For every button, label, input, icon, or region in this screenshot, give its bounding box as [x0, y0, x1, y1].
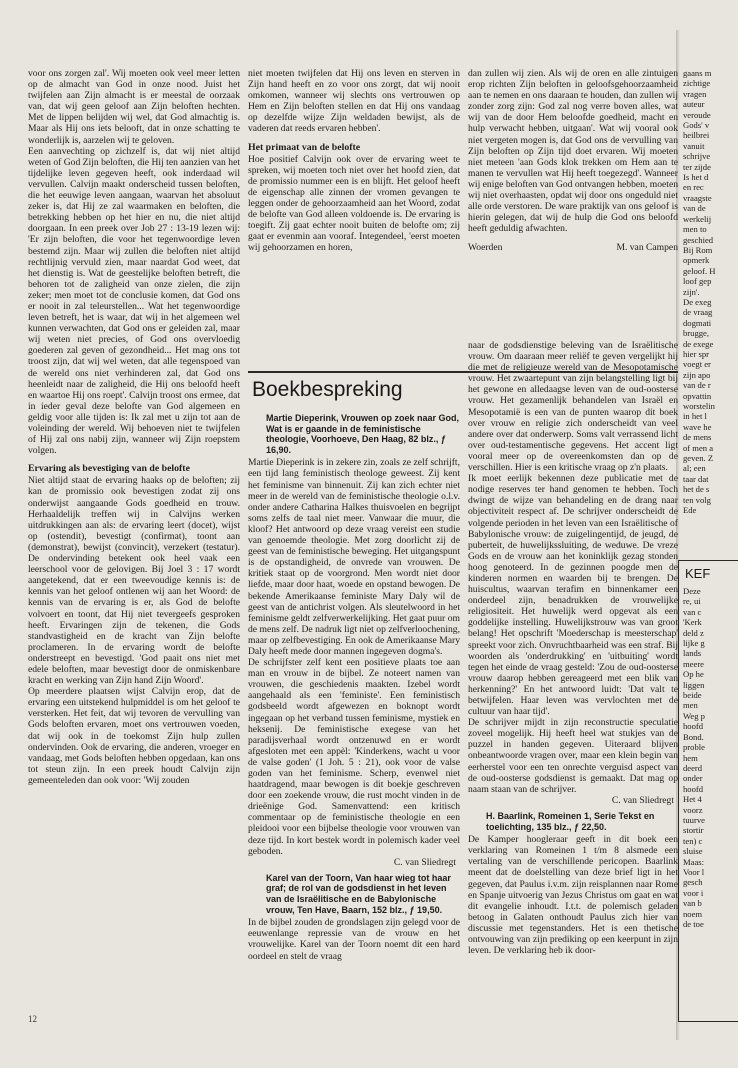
review-1-text-2: De schrijfster zelf kent een positieve plaats toe aan man en vrouw in de bijbel. Ze noteert namen van vrouwen, die geschiedenis maakten. Izebel wordt aangehaald als een 'feministe'. Een feministisch godsbeeld wordt afgewezen en boknopt wordt ingegaan op het verband tussen feminisme, mystiek en heksenij. De feministische exegese van het paradijsverhaal wordt ontzenuwd en er wordt afgesloten met een appèl: 'Kinderkens, wacht u voor de valse goden' (1 Joh. 5 : 21), ook voor de valse goden van het feminisme. Scherp, evenwel niet haatdragend, maar bewogen is dit boekje geschreven door een zoekende vrouw, die rust mocht vinden in de drieënige God. Samenvattend: een kritisch commentaar op de feministische theologie en een pleidooi voor een bijbelse theologie voor vrouwen van deze tijd. In kort bestek wordt in polemisch kader veel geboden.	[248, 657, 460, 857]
kerk-box-line: Deze	[683, 586, 701, 596]
kerk-box-line: ten) c	[683, 835, 703, 846]
col3-paragraph-1: dan zullen wij zien. Als wij de oren en alle zintuigen erop richten Zijn beloften in geloofsgehoorzaamheid aan te nemen en ons daaraan te houden, dan zullen wij zonder zorg zijn: God zal nog verre boven alles, wat wij van de door Hem beloofde goedheid, macht en hulp verwacht hebben, uitgaan'. Wat wij vooral ook niet vergeten mogen is, dat God ons de vervulling van Zijn beloften op Zijn tijd doet ervaren. Wij moeten niet meteen 'aan Gods klok trekken om Hem aan te manen te vervullen wat Hij heeft toegezegd'. Wanneer wij enige beloften van God ontvangen hebben, moeten wij niet overhaasten, opdat wij door ons ongeduld niet alle orde verstoren. De ware praktijk van ons geloof is hierin gelegen, dat wij de hulp die God ons beloofd heeft geduldig afwachten.	[468, 68, 678, 235]
clipped-line: geschied	[683, 234, 714, 245]
section-title: Boekbespreking	[252, 378, 403, 401]
clipped-line: zijn'.	[683, 286, 700, 297]
col1-paragraph-1: voor ons zorgen zal'. Wij moeten ook veel meer letten op de almacht van God in onze nood. Juist het twijfelen aan Zijn almacht is er meestal de oorzaak van, dat wij geen geloof aan Zijn beloften hechten. Met de lippen belijden wij wel, dat God almachtig is. Maar als Hij ons iets belooft, dat in onze schatting te wonderlijk is, aarzelen wij te geloven.	[28, 68, 240, 146]
kerk-box-line: deld z	[683, 627, 704, 638]
clipped-line: vanuit	[683, 140, 705, 151]
column-3-top	[468, 68, 678, 334]
kerk-box-title: KEF	[685, 566, 711, 581]
kerk-box-line: men	[683, 700, 698, 711]
review-2-signature: C. van Sliedregt	[611, 794, 674, 806]
clipped-line: loof gep	[683, 276, 712, 287]
clipped-line: van de r	[683, 380, 711, 391]
review-2-continued: naar de godsdienstige beleving van de Israëlitische vrouw. Om daaraan meer reliëf te geven vergelijkt hij die met de religieuze wereld van de Mesopotamische vrouw. Het zwaartepunt van zijn belangstelling ligt bij het gewone en alledaagse leven van de oud-oosterse vrouw. Het gezamenlijk behandelen van Israël en Mesopotamië is een van de punten waarop dit boek over vrouw en religie zich onderscheidt van veel andere over dat onderwerp. Soms valt verrassend licht over oud-testamentische gegevens. Het accent ligt vooral meer op de overeenkomsten dan op de verschillen. Hier is een kritische vraag op z'n plaats.	[468, 340, 678, 474]
clipped-line: opvattin	[683, 390, 712, 401]
column-2-top	[248, 68, 460, 368]
kerk-box-line: gesch	[683, 877, 703, 888]
clipped-line: de vraag	[683, 307, 713, 318]
review-3-text: De Kamper hoogleraar geeft in dit boek een verklaring van Romeinen 1 t/m 8 alsmede een vertaling van de verschillende pericopen. Baarlink meent dat de doelstelling van deze brief ligt in het gegeven, dat Paulus i.v.m. zijn reisplannen naar Rome en Spanje uitvoerig van Jezus Christus om gaat en wat dit evangelie inhoudt. I.t.t. de polemisch geladen betoog in Galaten onthoudt Paulus zich hier van discussie met tegenstanders. Het is een thetische ontvouwing van zijn prediking op een keerpunt in zijn leven. De verklaring heb ik door-	[468, 834, 678, 957]
column-4-clipped	[683, 68, 738, 538]
review-3-heading: H. Baarlink, Romeinen 1, Serie Tekst en toelichting, 135 blz., ƒ 22,50.	[486, 810, 655, 832]
kerk-box-line: 'Kerk	[683, 617, 702, 628]
col1-paragraph-3: Niet altijd staat de ervaring haaks op de beloften; zij kan de promissio ook bevestigen zodat zij ons onderwijst aangaande Gods goedheid en trouw. Herhaaldelijk treffen wij in Calvijns werken uitdrukkingen aan als: de ervaring leert (docet), wijst op (ostendit), bevestigt (confirmat), toont aan (demonstrat), bewijst (convincit), verzekert (testatur). De ondervinding betekent ook heel vaak een leerschool voor de gelovigen. Bij Joel 3 : 17 wordt aangetekend, dat er een tweevoudige kennis is: de kennis van het geloof ontlenen wij aan het Woord: de kennis van de ervaring is er, als God de belofte volvoert en toont, dat Hij niet tevergeefs gesproken heeft. Ervaringen zijn de tekenen, die Gods standvastigheid en de kracht van Zijn belofte proclameren. In de ervaring wordt de belofte onderstreept en bevestigd. 'God paait ons niet met edele beloften, maar bevestigt door de onmiskenbare kracht en werking van Zijn hand Zijn Woord'.	[28, 475, 240, 687]
page-number: 12	[28, 1014, 37, 1024]
clipped-line: schrijve	[683, 151, 711, 162]
kerk-box-line: Voor l	[683, 866, 705, 877]
review-2-continued-2: Ik moet eerlijk bekennen deze publicatie met de nodige reserves ter hand genomen te hebben. Toch dwingt de wijze van behandeling en de drang naar objectiviteit respect af. De schrijver onderscheidt de volgende perioden in het leven van een Israëlitische of Babylonische vrouw: de zuigelingentijd, de jeugd, de puberteit, de huwelijkssluiting, de weduwe. De vreze Gods en de vrouw aan het koninklijk gezag stonden hoog genoteerd. In de gezinnen poogde men de kinderen normen en waarden bij te brengen. De huiscultus, waarvan terafim en binnenkamer een onderdeel zijn, benadrukken de vrouwelijke religiositeit. Het huwelijk werd opgevat als een goddelijke instelling. Huwelijkstrouw was van groot belang! Het opschrift 'Moederschap is meesterschap' spreekt voor zich. Onvruchtbaarheid was een straf. Bij woorden als 'onderdrukking' en 'uitbuiting' wordt tegen het einde de vraag gesteld: 'Zou de oud-oosterse vrouw daarop hebben gereageerd met een blik van herkenning?' En het antwoord luidt: 'Dat valt te betwijfelen. Haar leven was vervlochten met de cultuur van haar tijd'.	[468, 473, 678, 718]
kerk-box-line: liggen	[683, 679, 705, 690]
clipped-line: geloof. H	[683, 265, 716, 276]
clipped-line: De exeg	[683, 296, 712, 307]
clipped-line: de exege	[683, 338, 714, 349]
kerk-box-line: stortir	[683, 825, 704, 836]
clipped-line: al; een	[683, 463, 706, 474]
clipped-line: veroude	[683, 109, 711, 120]
clipped-line: geven. Z	[683, 453, 714, 464]
signature-place: Woerden	[468, 242, 503, 254]
clipped-line: wave he	[683, 421, 712, 432]
clipped-line: hier spr	[683, 348, 710, 359]
clipped-line: zijn apo	[683, 369, 711, 380]
review-2-heading: Karel van der Toorn, Van haar wieg tot haar graf; de rol van de godsdienst in het leven van de Israëlitische en de Babylonische vrouw, Ten Have, Baarn, 152 blz., ƒ 19,50.	[266, 872, 451, 915]
kerk-box-line: hem	[683, 752, 698, 763]
clipped-line: vraagste	[683, 192, 712, 203]
col2-paragraph-2: Hoe positief Calvijn ook over de ervaring weet te spreken, wij moeten toch niet over het hoofd zien, dat de promissio nummer een is en blijft. Het geloof heeft de eigenschap alle zinnen der vromen gevangen te leggen onder de gehoorzaamheid aan het Woord, zodat de belofte van God alleen voldoende is. De ervaring is toegift. Zij gaat echter nooit buiten de belofte om; zij gaat er evenmin aan vooraf. Integendeel, 'eerst moeten wij gehoorzamen en horen,	[248, 153, 460, 254]
kerk-box-line: re, ui	[683, 596, 701, 607]
kerk-box-line: proble	[683, 742, 705, 753]
kerk-box-line: meere	[683, 658, 704, 669]
clipped-line: voegt er	[683, 359, 711, 370]
clipped-line: brugge,	[683, 328, 710, 339]
clipped-line: zichtige	[683, 78, 711, 89]
clipped-line: of men a	[683, 442, 714, 453]
col2-paragraph-1: niet moeten twijfelen dat Hij ons leven en sterven in Zijn hand heeft en zo voor ons zorgt, dat wij nooit omkomen, wanneer wij slechts ons vertrouwen op Hem en Zijn beloften stellen en dat Hij ons vandaag op dezelfde wijze Zijn weldaden bewijst, als de vaderen dat reeds ervaren hebben'.	[248, 68, 460, 135]
col1-paragraph-4: Op meerdere plaatsen wijst Calvijn erop, dat de ervaring een uitstekend hulpmiddel is om het geloof te versterken. Het feit, dat wij tevoren de vervulling van Gods beloften ervaren, moet ons vertrouwen voeden, dat wij ook in de toekomst Zijn hulp zullen ondervinden. Ook de ervaring, die anderen, vroeger en vandaag, met Gods beloften hebben opgedaan, kan ons tot steun zijn. In een preek houdt Calvijn zijn gemeenteleden dan ook voor: 'Wij zouden	[28, 686, 240, 786]
kerk-box-line: voorz	[683, 804, 703, 815]
clipped-line: Ede	[683, 505, 697, 516]
clipped-line: en rec	[683, 182, 704, 193]
clipped-line: auteur	[683, 99, 705, 110]
kerk-box-line: de toe	[683, 919, 704, 929]
col1-heading: Ervaring als bevestiging van de belofte	[28, 463, 190, 475]
clipped-line: werkelij	[683, 213, 712, 224]
col2-heading: Het primaat van de belofte	[248, 141, 361, 153]
column-1	[28, 68, 240, 1008]
review-2-text: In de bijbel zouden de grondslagen zijn gelegd voor de eeuwenlange repressie van de vrouw en het vrouwelijke. Karel van der Toorn noemt dit een hard oordeel en stelt de vraag	[248, 917, 460, 962]
kerk-box-line: Het 4	[683, 794, 702, 805]
clipped-line: taar dat	[683, 473, 709, 484]
article-signature	[468, 242, 678, 253]
clipped-line: Bij Rom	[683, 244, 713, 255]
review-2-continued-3: De schrijver mijdt in zijn reconstructie speculatie zoveel mogelijk. Hij heeft heel wat stukjes van de puzzel in handen gegeven. Uiteraard blijven onbeantwoorde vragen over, maar een klein begin van eerherstel voor een ten onrechte verguisd aspect van de oud-oosterse godsdienst is gemaakt. Dat mag op naam staan van de schrijver.	[468, 717, 678, 795]
kerk-box-line: beide	[683, 690, 702, 701]
clipped-line: ter zijde	[683, 161, 711, 172]
kerk-box-line: hoofd	[683, 783, 704, 794]
clipped-line: worstelin	[683, 401, 715, 411]
signature-author: M. van Campen	[616, 242, 678, 254]
column-2-reviews	[248, 408, 460, 1008]
review-1-text: Martie Dieperink is in zekere zin, zoals ze zelf schrijft, een tijd lang feministisch theologe geweest. Zij kent het feminisme van binnenuit. Zij kan zich echter niet meer in de wereld van de feministische theologie o.l.v. onder andere Catharina Halkes thuisvoelen en begrijpt soms zelfs de taal niet meer. Vanwaar die muur, die kloof? Het antwoord op deze vraag vereist een studie van genoemde theologie. Met zorg doorlicht zij de geest van de feministische beweging. Het uitgangspunt is de opstandigheid, de onvrede van vrouwen. De kritiek staat op de voorgrond. Men wordt niet door liefde, maar door haat, woede en opstand bewogen. De bekende Amerikaanse feministe Mary Daly wil de geest van de antichrist volgen. Als sleutelwoord in het feminisme geldt zelfverwerkelijking. Het gaat puur om de mens zelf. De nadruk ligt niet op zelfverloochening, maar op zelfbevestiging. En ook de Amerikaanse Mary Daly heeft mede door mannen ingegeven dogma's.	[248, 457, 460, 657]
kerk-box-line: voor i	[683, 887, 704, 898]
kerk-box-line: van c	[683, 606, 702, 617]
review-1-heading: Martie Dieperink, Vrouwen op zoek naar God, Wat is er gaande in de feministische theologie, Voorhoeve, Den Haag, 82 blz., ƒ 16,90.	[266, 413, 460, 455]
kerk-box-line: deerd	[683, 762, 703, 773]
kerk-box-line: tuurve	[683, 814, 705, 825]
kerk-box-line: lands	[683, 648, 702, 659]
clipped-line: ten volg	[683, 494, 711, 505]
kerk-box-line: noem	[683, 908, 703, 919]
clipped-line: het de s	[683, 484, 710, 495]
clipped-line: Gods' v	[683, 120, 710, 131]
kerk-box-line: lijke g	[683, 638, 705, 649]
review-1-signature: C. van Sliedregt	[393, 856, 456, 868]
kerk-box-line: Bond.	[683, 731, 704, 742]
clipped-line: Is het d	[683, 172, 709, 183]
clipped-line: heilbrei	[683, 130, 710, 141]
clipped-line: de mens	[683, 432, 712, 443]
kerk-box-line: sluise	[683, 846, 703, 857]
kerk-box-line: Op he	[683, 669, 704, 680]
kerk-box-line: Weg p	[683, 710, 705, 721]
clipped-line: van de	[683, 203, 706, 214]
kerk-box-line: hoofd	[683, 721, 704, 732]
clipped-line: men to	[683, 224, 707, 235]
column-4-box-text	[683, 586, 738, 1026]
kerk-box-line: Maas:	[683, 856, 705, 867]
column-3-reviews	[468, 340, 678, 1010]
kerk-box-line: van b	[683, 898, 702, 909]
kerk-box-line: onder	[683, 773, 703, 784]
clipped-line: gaans m	[683, 68, 712, 78]
clipped-line: dogmati	[683, 317, 712, 328]
col1-paragraph-2: Een aanvechting op zichzelf is, dat wij niet altijd weten of God Zijn beloften, die Hij ten aanzien van het tijdelijke leven gegeven heeft, ook inderdaad wil vervullen. Calvijn maakt onderscheid tussen beloften, die het eeuwige leven aangaan, waarvan het absoluut zeker is, dat Hij ze zal waarmaken en beloften, die betrekking hebben op het hier en nu, die niet altijd doorgaan. In een preek over Job 27 : 13-19 lezen wij: 'Er zijn beloften, die voor het tegenwoordige leven bestemd zijn. Maar wij zullen die beloften niet altijd rechtlijnig vervuld zien, maar naardat God weet, dat het dienstig is. Wat de geestelijke beloften betreft, die behoren tot de zaligheid van onze zielen, die zijn zeker; men moet tot de conclusie komen, dat God ons er nooit in zal teleurstellen... Wat het tegenwoordige leven betreft, het is waar, dat wij in het algemeen wel kunnen verwachten, dat God ons er geleiden zal, maar wij weten niet precies, of God ons overvloedig goederen zal geven of gezondheid... Het mag ons tot troost zijn, dat wij wel weten, dat alle tegenspoed van de wereld ons niet verhinderen zal, dat God ons heenleidt naar de zaligheid, die Hij ons beloofd heeft en waartoe Hij ons roept'. Calvijn troost ons ermee, dat in ieder geval deze belofte van God algemeen en geldig voor alle tijden is: Ik zal met u zijn tot aan de voleinding der wereld. Wij behoeven niet te twijfelen of Hij zal ons nabij zijn, wanneer wij Zijn roepstem volgen.	[28, 145, 240, 457]
clipped-line: vragen	[683, 88, 707, 99]
clipped-line: opmerk	[683, 255, 710, 266]
clipped-line: in het l	[683, 411, 707, 422]
